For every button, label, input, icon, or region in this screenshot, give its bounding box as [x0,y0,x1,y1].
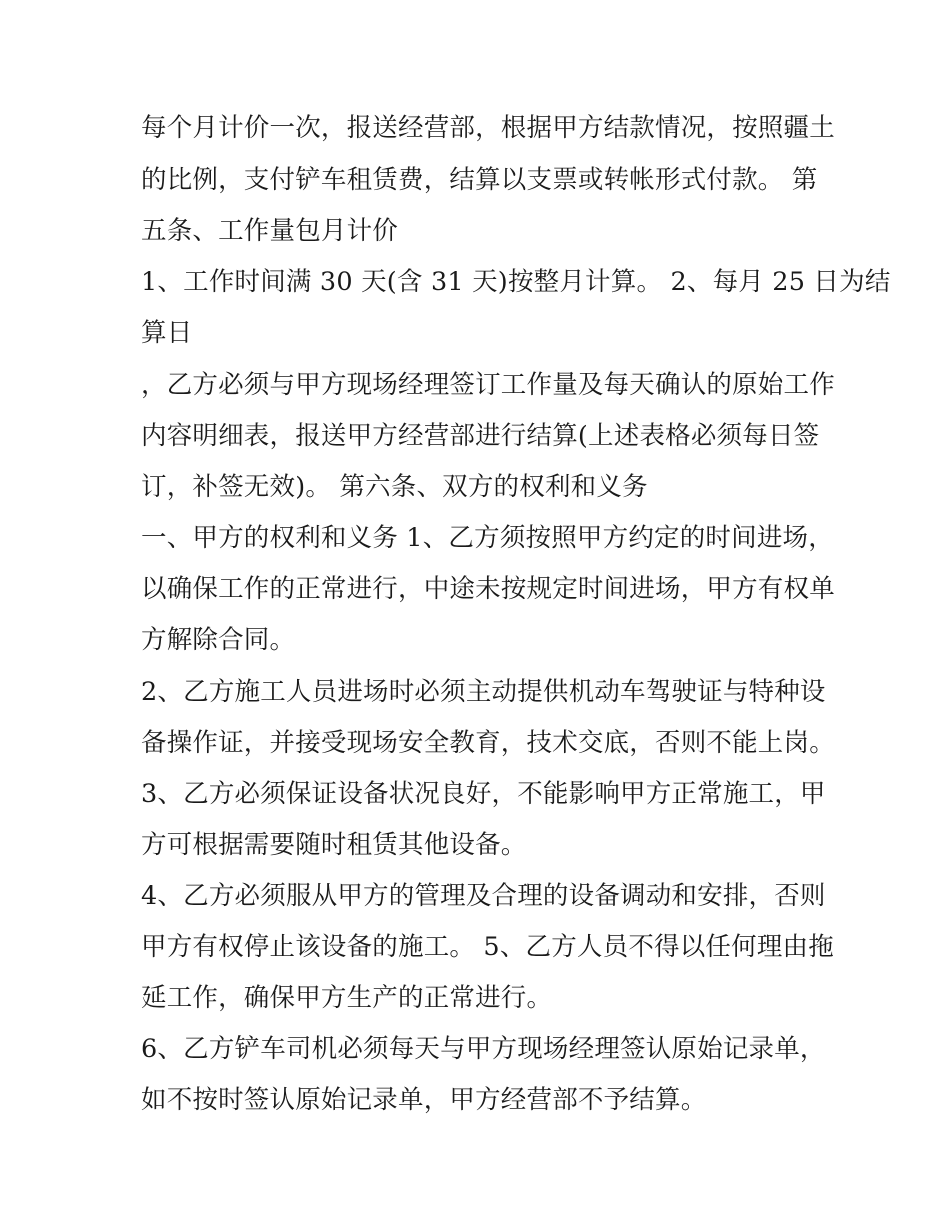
text-line: 订，补签无效)。 第六条、双方的权利和义务 [141,472,648,502]
text-line: 每个月计价一次，报送经营部，根据甲方结款情况，按照疆土 [141,113,835,143]
text-line: 五条、工作量包月计价 [141,216,399,246]
text-line: 4、乙方必须服从甲方的管理及合理的设备调动和安排，否则 [141,881,826,911]
text-line: 算日 [141,318,193,348]
text-line: 以确保工作的正常进行，中途未按规定时间进场，甲方有权单 [141,574,835,604]
text-line: 的比例，支付铲车租赁费，结算以支票或转帐形式付款。 第 [141,165,818,195]
text-line: 延工作，确保甲方生产的正常进行。 [141,983,553,1013]
text-line: 1、工作时间满 30 天(含 31 天)按整月计算。 2、每月 25 日为结 [141,267,891,297]
text-line: 如不按时签认原始记录单，甲方经营部不予结算。 [141,1085,707,1115]
text-line: ，乙方必须与甲方现场经理签订工作量及每天确认的原始工作 [141,370,835,400]
text-line: 备操作证，并接受现场安全教育，技术交底，否则不能上岗。 [141,728,835,758]
text-line: 方可根据需要随时租赁其他设备。 [141,830,527,860]
text-line: 内容明细表，报送甲方经营部进行结算(上述表格必须每日签 [141,421,820,451]
text-line: 6、乙方铲车司机必须每天与甲方现场经理签认原始记录单， [141,1034,826,1064]
text-line: 方解除合同。 [141,625,296,655]
text-line: 2、乙方施工人员进场时必须主动提供机动车驾驶证与特种设 [141,677,826,707]
text-line: 一、甲方的权利和义务 1、乙方须按照甲方约定的时间进场， [141,523,834,553]
text-line: 甲方有权停止该设备的施工。 5、乙方人员不得以任何理由拖 [141,932,834,962]
text-line: 3、乙方必须保证设备状况良好，不能影响甲方正常施工，甲 [141,779,826,809]
